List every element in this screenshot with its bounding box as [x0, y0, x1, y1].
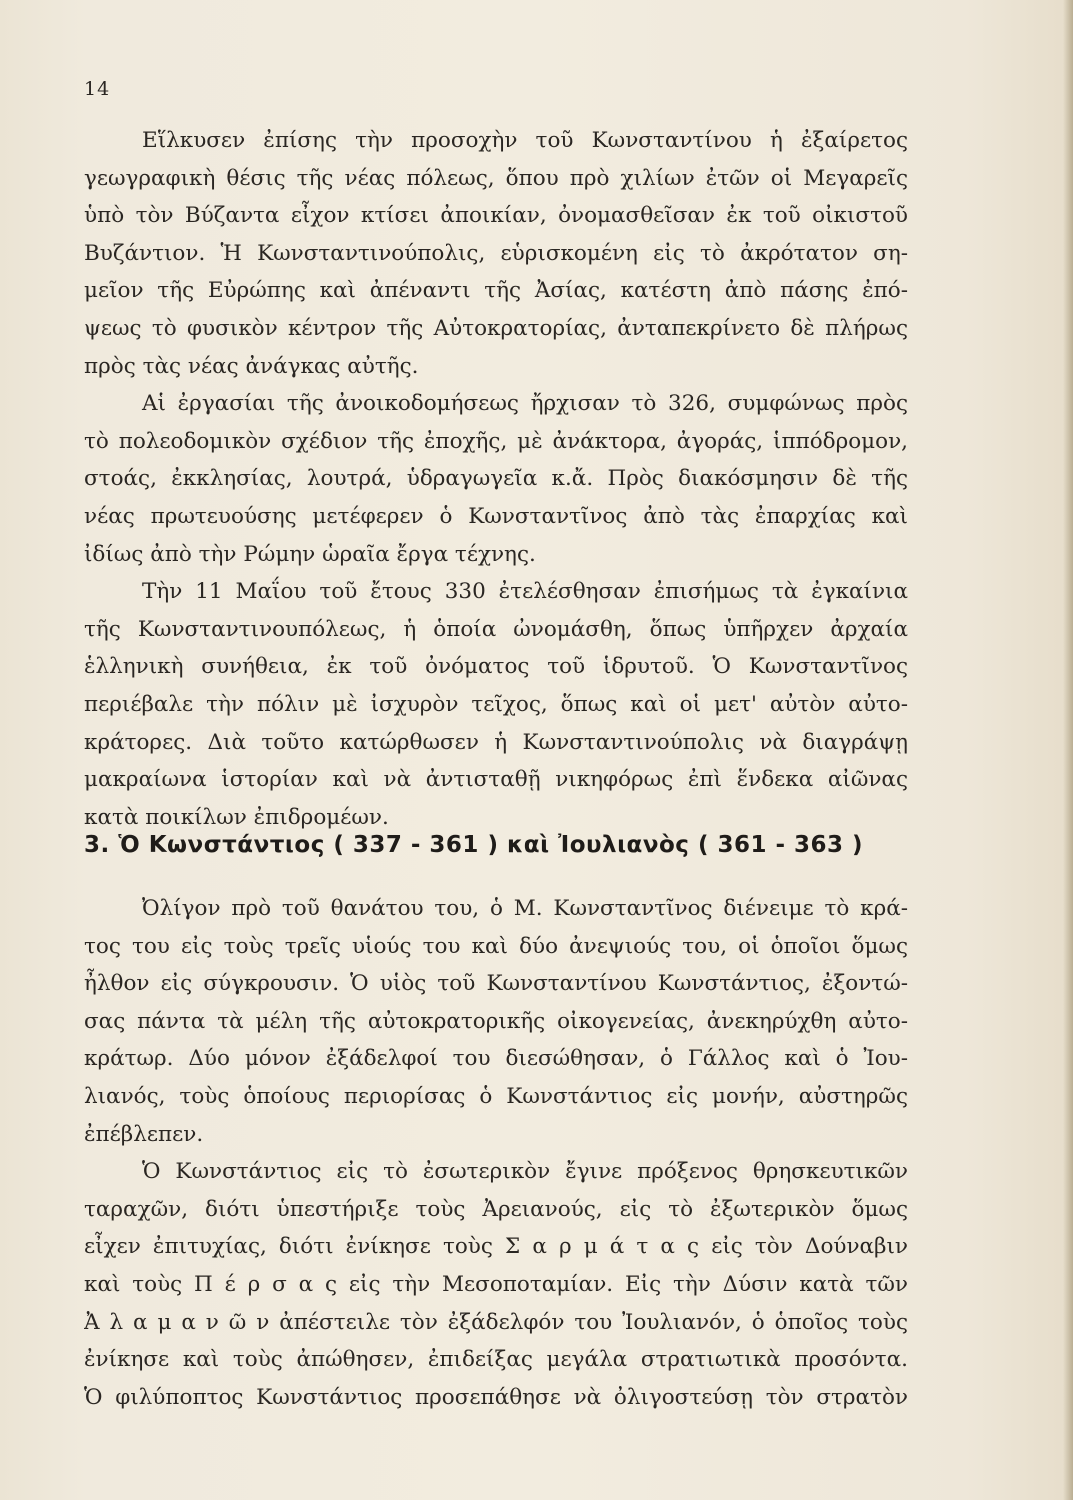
text-line: Ἀ λ α μ α ν ῶ ν ἀπέστειλε τὸν ἐξάδελφόν του Ἰουλιανόν, ὁ ὁποῖος τοὺς	[84, 1309, 908, 1335]
text-line: ἐπέβλεπεν.	[84, 1121, 204, 1147]
text-line: τος του εἰς τοὺς τρεῖς υἱούς του καὶ δύο ἀνεψιούς του, οἱ ὁποῖοι ὅμως	[84, 933, 908, 959]
page-number: 14	[84, 78, 111, 100]
text-line: εἶχεν ἐπιτυχίας, διότι ἐνίκησε τοὺς Σ α ρ μ ά τ α ς εἰς τὸν Δούναβιν	[84, 1234, 908, 1260]
text-line: γεωγραφικὴ θέσις τῆς νέας πόλεως, ὅπου πρὸ χιλίων ἐτῶν οἱ Μεγαρεῖς	[84, 165, 908, 191]
text-line: ἰδίως ἀπὸ τὴν Ρώμην ὡραῖα ἔργα τέχνης.	[84, 541, 536, 567]
text-line: πρὸς τὰς νέας ἀνάγκας αὐτῆς.	[84, 353, 419, 379]
text-line: λιανός, τοὺς ὁποίους περιορίσας ὁ Κωνστάντιος εἰς μονήν, αὐστηρῶς	[84, 1083, 908, 1109]
text-line: νέας πρωτευούσης μετέφερεν ὁ Κωνσταντῖνος ἀπὸ τὰς ἐπαρχίας καὶ	[84, 503, 908, 529]
body-text-bottom	[84, 890, 908, 1416]
text-line: ἦλθον εἰς σύγκρουσιν. Ὁ υἱὸς τοῦ Κωνσταντίνου Κωνστάντιος, ἐξοντώ-	[84, 971, 908, 997]
section-heading: 3. Ὁ Κωνστάντιος ( 337 - 361 ) καὶ Ἰουλιανὸς ( 361 - 363 )	[84, 832, 864, 858]
body-text-top	[84, 122, 908, 836]
text-line: κράτωρ. Δύο μόνον ἐξάδελφοί του διεσώθησαν, ὁ Γάλλος καὶ ὁ Ἰου-	[84, 1046, 908, 1072]
text-line: μακραίωνα ἱστορίαν καὶ νὰ ἀντισταθῇ νικηφόρως ἐπὶ ἕνδεκα αἰῶνας	[84, 767, 908, 793]
text-line: Ὁ Κωνστάντιος εἰς τὸ ἐσωτερικὸν ἔγινε πρόξενος θρησκευτικῶν	[142, 1159, 908, 1185]
text-line: ψεως τὸ φυσικὸν κέντρον τῆς Αὐτοκρατορίας, ἀνταπεκρίνετο δὲ πλήρως	[84, 315, 908, 341]
paragraph	[84, 1153, 908, 1416]
text-line: Ὁ φιλύποπτος Κωνστάντιος προσεπάθησε νὰ ὀλιγοστεύσῃ τὸν στρατὸν	[84, 1384, 908, 1410]
text-line: τῆς Κωνσταντινουπόλεως, ἡ ὁποία ὠνομάσθη, ὅπως ὑπῆρχεν ἀρχαία	[84, 616, 908, 642]
text-line: Βυζάντιον. Ἡ Κωνσταντινούπολις, εὑρισκομένη εἰς τὸ ἀκρότατον ση-	[84, 240, 908, 266]
text-line: σας πάντα τὰ μέλη τῆς αὐτοκρατορικῆς οἰκογενείας, ἀνεκηρύχθη αὐτο-	[84, 1008, 908, 1034]
text-line: περιέβαλε τὴν πόλιν μὲ ἰσχυρὸν τεῖχος, ὅπως καὶ οἱ μετ' αὐτὸν αὐτο-	[84, 691, 908, 717]
text-line: Αἱ ἐργασίαι τῆς ἀνοικοδομήσεως ἤρχισαν τὸ 326, συμφώνως πρὸς	[142, 391, 908, 417]
text-line: Ὀλίγον πρὸ τοῦ θανάτου του, ὁ Μ. Κωνσταντῖνος διένειμε τὸ κρά-	[142, 896, 908, 921]
text-line: Τὴν 11 Μαΐου τοῦ ἔτους 330 ἐτελέσθησαν ἐπισήμως τὰ ἐγκαίνια	[142, 579, 908, 605]
page-edge-shadow	[1063, 0, 1073, 1500]
text-line: ἑλληνικὴ συνήθεια, ἐκ τοῦ ὀνόματος τοῦ ἱδρυτοῦ. Ὁ Κωνσταντῖνος	[84, 654, 908, 680]
text-line: μεῖον τῆς Εὐρώπης καὶ ἀπέναντι τῆς Ἀσίας, κατέστη ἀπὸ πάσης ἐπό-	[84, 278, 908, 304]
text-line: καὶ τοὺς Π έ ρ σ α ς εἰς τὴν Μεσοποταμίαν. Εἰς τὴν Δύσιν κατὰ τῶν	[84, 1271, 908, 1297]
text-line: στοάς, ἐκκλησίας, λουτρά, ὑδραγωγεῖα κ.ἄ. Πρὸς διακόσμησιν δὲ τῆς	[84, 466, 908, 492]
text-line: τὸ πολεοδομικὸν σχέδιον τῆς ἐποχῆς, μὲ ἀνάκτορα, ἀγοράς, ἱππόδρομον,	[84, 428, 908, 454]
paragraph	[84, 385, 908, 573]
text-line: κατὰ ποικίλων ἐπιδρομέων.	[84, 804, 389, 830]
text-line: ταραχῶν, διότι ὑπεστήριξε τοὺς Ἀρειανούς, εἰς τὸ ἐξωτερικὸν ὅμως	[84, 1196, 908, 1222]
text-line: ἐνίκησε καὶ τοὺς ἀπώθησεν, ἐπιδείξας μεγάλα στρατιωτικὰ προσόντα.	[84, 1347, 908, 1373]
text-line: ὑπὸ τὸν Βύζαντα εἶχον κτίσει ἀποικίαν, ὀνομασθεῖσαν ἐκ τοῦ οἰκιστοῦ	[84, 203, 908, 229]
paragraph	[84, 573, 908, 836]
text-line: κράτορες. Διὰ τοῦτο κατώρθωσεν ἡ Κωνσταντινούπολις νὰ διαγράψῃ	[84, 729, 908, 755]
paragraph	[84, 890, 908, 1153]
paragraph	[84, 122, 908, 385]
text-line: Εἵλκυσεν ἐπίσης τὴν προσοχὴν τοῦ Κωνσταντίνου ἡ ἐξαίρετος	[142, 128, 908, 153]
